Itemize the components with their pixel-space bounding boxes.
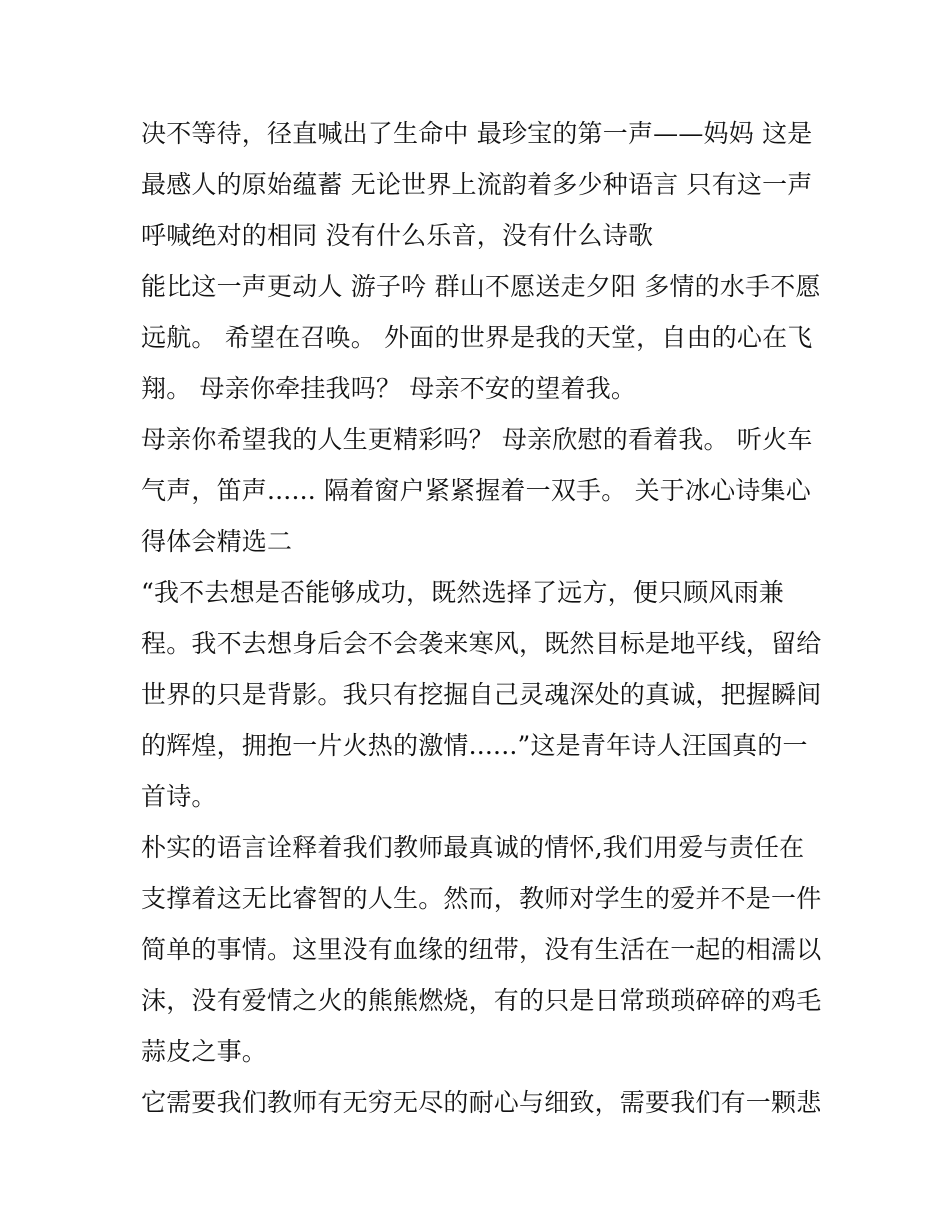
text-line: 程。我不去想身后会不会袭来寒风，既然目标是地平线，留给 xyxy=(141,629,822,658)
text-line: 得体会精选二 xyxy=(141,527,293,556)
text-line: 它需要我们教师有无穷无尽的耐心与细致，需要我们有一颗悲 xyxy=(141,1088,822,1117)
text-line: 支撑着这无比睿智的人生。然而，教师对学生的爱并不是一件 xyxy=(141,884,822,913)
text-line: 最感人的原始蕴蓄 无论世界上流韵着多少种语言 只有这一声 xyxy=(141,170,813,199)
text-line: 的辉煌，拥抱一片火热的激情......”这是青年诗人汪国真的一 xyxy=(141,731,808,760)
text-line: 远航。 希望在召唤。 外面的世界是我的天堂，自由的心在飞 xyxy=(141,323,813,352)
text-line: 翔。 母亲你牵挂我吗？ 母亲不安的望着我。 xyxy=(141,374,637,403)
text-line: “我不去想是否能够成功，既然选择了远方，便只顾风雨兼 xyxy=(141,578,784,607)
text-line: 母亲你希望我的人生更精彩吗？ 母亲欣慰的看着我。 听火车 xyxy=(141,425,813,454)
text-line: 首诗。 xyxy=(141,782,217,811)
text-line: 简单的事情。这里没有血缘的纽带，没有生活在一起的相濡以 xyxy=(141,935,822,964)
body-text xyxy=(141,108,831,1128)
text-line: 能比这一声更动人 游子吟 群山不愿送走夕阳 多情的水手不愿 xyxy=(141,272,821,301)
text-line: 呼喊绝对的相同 没有什么乐音，没有什么诗歌 xyxy=(141,221,654,250)
text-line: 蒜皮之事。 xyxy=(141,1037,268,1066)
text-line: 气声，笛声...... 隔着窗户紧紧握着一双手。 关于冰心诗集心 xyxy=(141,476,811,505)
text-line: 世界的只是背影。我只有挖掘自己灵魂深处的真诚，把握瞬间 xyxy=(141,680,822,709)
text-line: 沫，没有爱情之火的熊熊燃烧，有的只是日常琐琐碎碎的鸡毛 xyxy=(141,986,822,1015)
text-line: 决不等待，径直喊出了生命中 最珍宝的第一声——妈妈 这是 xyxy=(141,119,813,148)
text-line: 朴实的语言诠释着我们教师最真诚的情怀,我们用爱与责任在 xyxy=(141,833,805,862)
